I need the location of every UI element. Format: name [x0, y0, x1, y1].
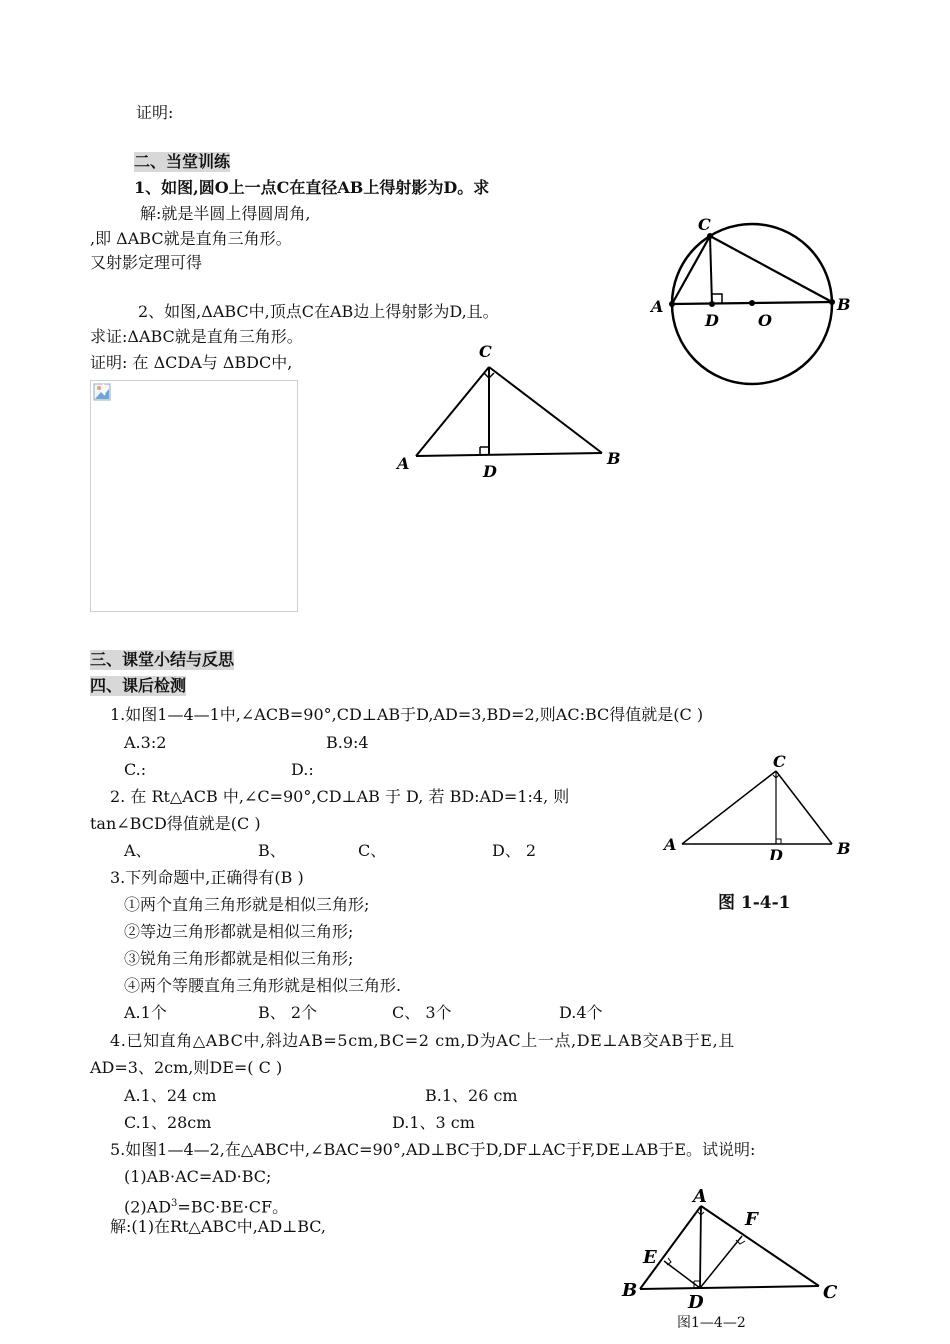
problem-2-line-2: tan∠BCD得值就是(C )	[90, 814, 261, 833]
problem-2-option-d: D、 2	[492, 841, 537, 860]
problem-1-option-c: C.:	[124, 760, 147, 779]
problem-3-statement-4: ④两个等腰直角三角形就是相似三角形.	[124, 976, 402, 995]
label-f: F	[745, 1209, 758, 1230]
figure-1-4-1-caption: 图 1-4-1	[718, 893, 791, 913]
segment-cb	[489, 367, 602, 453]
problem-1-option-b: B.9:4	[326, 733, 369, 752]
label-a: A	[693, 1186, 707, 1207]
problem-3-statement-3: ③锐角三角形都就是相似三角形;	[124, 949, 354, 968]
label-e: E	[643, 1247, 657, 1268]
label-d: D	[688, 1292, 704, 1312]
proof-label: 证明:	[136, 103, 174, 122]
problem-3-option-c: C、 3个	[392, 1003, 452, 1022]
segment-cb	[776, 771, 832, 844]
segment-bc	[640, 1286, 819, 1289]
problem-3-option-b: B、 2个	[258, 1003, 318, 1022]
problem-5-part-2: $(2)AD^3=BC\cdot BE\cdot CF$。	[124, 1197, 289, 1217]
problem-3-statement-2: ②等边三角形都就是相似三角形;	[124, 922, 354, 941]
problem-3-option-d: D.4个	[559, 1003, 603, 1022]
segment-cb	[710, 236, 832, 302]
solution-1-line-1: 解:就是半圆上得圆周角,	[140, 204, 311, 223]
problem-3-option-a: A.1个	[124, 1003, 167, 1022]
right-angle-mark-d	[480, 447, 489, 455]
label-b: B	[607, 449, 621, 468]
label-a: A	[651, 297, 664, 316]
section-heading-4: 四、课后检测	[90, 676, 187, 695]
label-d: D	[483, 462, 497, 481]
question-1: 1、如图,圆O上一点C在直径AB上得射影为D。求	[134, 178, 490, 197]
label-o: O	[758, 311, 772, 330]
segment-ad	[700, 1206, 701, 1288]
problem-1: 1.如图1—4—1中,∠ACB=90°,CD⊥AB于D,AD=3,BD=2,则AC:BC得值就是(C )	[110, 705, 704, 724]
figure-1-4-2	[614, 1182, 854, 1312]
figure-1-4-2-caption: 图1—4—2	[677, 1315, 746, 1331]
question-2: 2、如图,ΔABC中,顶点C在AB边上得射影为D,且。	[138, 302, 499, 321]
label-c: C	[823, 1282, 838, 1303]
label-d: D	[769, 846, 783, 860]
problem-5: 5.如图1—4—2,在△ABC中,∠BAC=90°,AD⊥BC于D,DF⊥AC于F,DE⊥AB于E。试说明:	[110, 1140, 756, 1159]
label-c: C	[698, 215, 711, 234]
triangle-figure-2	[390, 340, 630, 485]
problem-1-option-d: D.:	[291, 760, 314, 779]
broken-image-icon	[93, 383, 111, 401]
problem-4-option-a: A.1、24 cm	[124, 1086, 217, 1105]
problem-2-option-b: B、	[258, 841, 286, 860]
label-c: C	[773, 752, 786, 771]
figure-1-4-1	[660, 750, 860, 860]
problem-4-option-c: C.1、28cm	[124, 1113, 212, 1132]
segment-ac	[701, 1206, 819, 1286]
segment-ab	[416, 453, 602, 456]
solution-1-line-2: ,即 ΔABC就是直角三角形。	[90, 229, 292, 248]
problem-5-part-1: (1)AB·AC=AD·BC;	[124, 1167, 272, 1186]
problem-4-line-1: 4.已知直角△ABC中,斜边AB=5cm,BC=2 cm,D为AC上一点,DE⊥AB交AB于E,且	[110, 1031, 735, 1050]
segment-ac	[682, 771, 776, 844]
right-angle-mark-e	[667, 1258, 671, 1265]
problem-3-statement-1: ①两个直角三角形就是相似三角形;	[124, 895, 370, 914]
problem-2-option-c: C、	[358, 841, 387, 860]
segment-ac	[416, 367, 489, 456]
section-heading-3: 三、课堂小结与反思	[90, 650, 235, 669]
segment-df	[700, 1236, 742, 1288]
problem-4-line-2: AD=3、2cm,则DE=( C )	[90, 1058, 283, 1077]
image-placeholder	[90, 380, 298, 612]
label-b: B	[837, 839, 851, 858]
problem-4-option-d: D.1、3 cm	[392, 1113, 475, 1132]
label-d: D	[705, 311, 719, 330]
segment-ac	[672, 236, 710, 304]
label-a: A	[397, 454, 410, 473]
segment-cd	[710, 236, 712, 304]
label-b: B	[622, 1280, 638, 1301]
label-a: A	[664, 835, 677, 854]
question-2-proof: 证明: 在 ΔCDA与 ΔBDC中,	[90, 353, 293, 372]
problem-1-option-a: A.3:2	[124, 733, 167, 752]
solution-1-line-3: 又射影定理可得	[90, 253, 203, 272]
section-heading-2: 二、当堂训练	[134, 152, 231, 171]
label-c: C	[479, 342, 492, 361]
problem-2-line-1: 2. 在 Rt△ACB 中,∠C=90°,CD⊥AB 于 D, 若 BD:AD=1:4, 则	[110, 787, 570, 806]
problem-5-solution: 解:(1)在Rt△ABC中,AD⊥BC,	[110, 1217, 327, 1236]
segment-de	[664, 1261, 700, 1288]
question-2-prove: 求证:ΔABC就是直角三角形。	[90, 327, 303, 346]
problem-3: 3.下列命题中,正确得有(B )	[110, 868, 304, 887]
circle-figure	[640, 212, 870, 392]
problem-4-option-b: B.1、26 cm	[425, 1086, 518, 1105]
label-b: B	[837, 295, 851, 314]
problem-2-option-a: A、	[124, 841, 152, 860]
